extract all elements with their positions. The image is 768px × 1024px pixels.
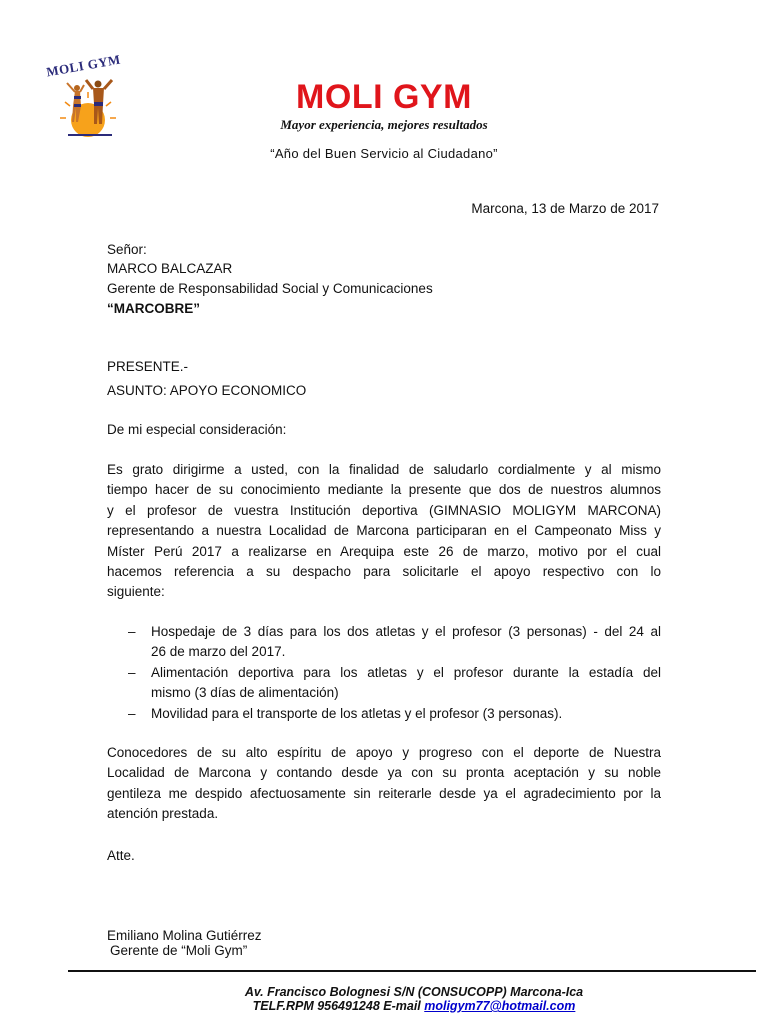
signer-role: Gerente de “Moli Gym” xyxy=(110,943,248,958)
asunto: ASUNTO: APOYO ECONOMICO xyxy=(107,383,307,398)
footer-email-link[interactable]: moligym77@hotmail.com xyxy=(424,999,576,1013)
atte: Atte. xyxy=(107,848,135,863)
company-slogan: Mayor experiencia, mejores resultados xyxy=(280,117,488,132)
salutation: Señor: xyxy=(107,242,147,257)
bullet-line: Movilidad para el transporte de los atletas y el profesor (3 personas). xyxy=(151,706,563,721)
body-line: hacemos referencia a su despacho para solicitarle el apoyo respectivo con lo xyxy=(107,564,661,580)
body-line: siguiente: xyxy=(107,584,165,600)
body-line: Es grato dirigirme a usted, con la finalidad de saludarlo cordialmente y al mismo xyxy=(107,462,661,477)
place-date: Marcona, 13 de Marzo de 2017 xyxy=(471,201,659,216)
closing-line: Conocedores de su alto espíritu de apoyo y progreso con el deporte de Nuestra xyxy=(107,745,661,760)
closing-paragraph xyxy=(107,743,661,825)
recipient-role: Gerente de Responsabilidad Social y Comunicaciones xyxy=(107,281,433,296)
body-line: tiempo hacer de su conocimiento mediante la presente que dos de nuestros alumnos xyxy=(107,482,661,498)
recipient-name: MARCO BALCAZAR xyxy=(107,261,233,276)
footer-phone: TELF.RPM 956491248 E-mail xyxy=(252,999,425,1013)
signer-name: Emiliano Molina Gutiérrez xyxy=(107,928,262,943)
body-line: y el profesor de vuestra Institución deportiva (GIMNASIO MOLIGYM MARCONA) xyxy=(107,502,661,518)
bullet-item xyxy=(151,663,661,704)
bullet-item xyxy=(151,704,661,724)
footer-address: Av. Francisco Bolognesi S/N (CONSUCOPP) Marcona-Ica xyxy=(244,985,584,999)
footer-contact xyxy=(0,999,768,1013)
closing-line: atención prestada. xyxy=(107,806,219,822)
company-title: MOLI GYM xyxy=(296,78,472,116)
bullet-dash: – xyxy=(128,665,136,680)
recipient-company: “MARCOBRE” xyxy=(107,301,200,316)
closing-line: gentileza me despido afectuosamente sin reiterarle desde ya el agradecimiento por la xyxy=(107,785,661,801)
body-line: representando a nuestra Localidad de Marcona participaran en el Campeonato Miss y xyxy=(107,523,661,539)
year-motto: “Año del Buen Servicio al Ciudadano” xyxy=(270,146,498,161)
presente: PRESENTE.- xyxy=(107,359,189,374)
bullet-line: Alimentación deportiva para los atletas y el profesor durante la estadía del xyxy=(151,665,661,680)
logo-text: MOLI GYM xyxy=(45,51,122,80)
body-line: Míster Perú 2017 a realizarse en Arequipa este 26 de marzo, motivo por el cual xyxy=(107,543,661,559)
bullet-line: 26 de marzo del 2017. xyxy=(151,644,286,660)
greeting: De mi especial consideración: xyxy=(107,422,287,437)
footer-divider xyxy=(68,970,756,972)
bullet-line: Hospedaje de 3 días para los dos atletas y el profesor (3 personas) - del 24 al xyxy=(151,624,661,639)
bullet-line: mismo (3 días de alimentación) xyxy=(151,685,339,701)
closing-line: Localidad de Marcona y contando desde ya con su pronta aceptación y su noble xyxy=(107,765,661,781)
bullet-item xyxy=(151,622,661,663)
bullet-dash: – xyxy=(128,706,136,721)
bullet-dash: – xyxy=(128,624,136,639)
body-paragraph xyxy=(107,460,661,603)
